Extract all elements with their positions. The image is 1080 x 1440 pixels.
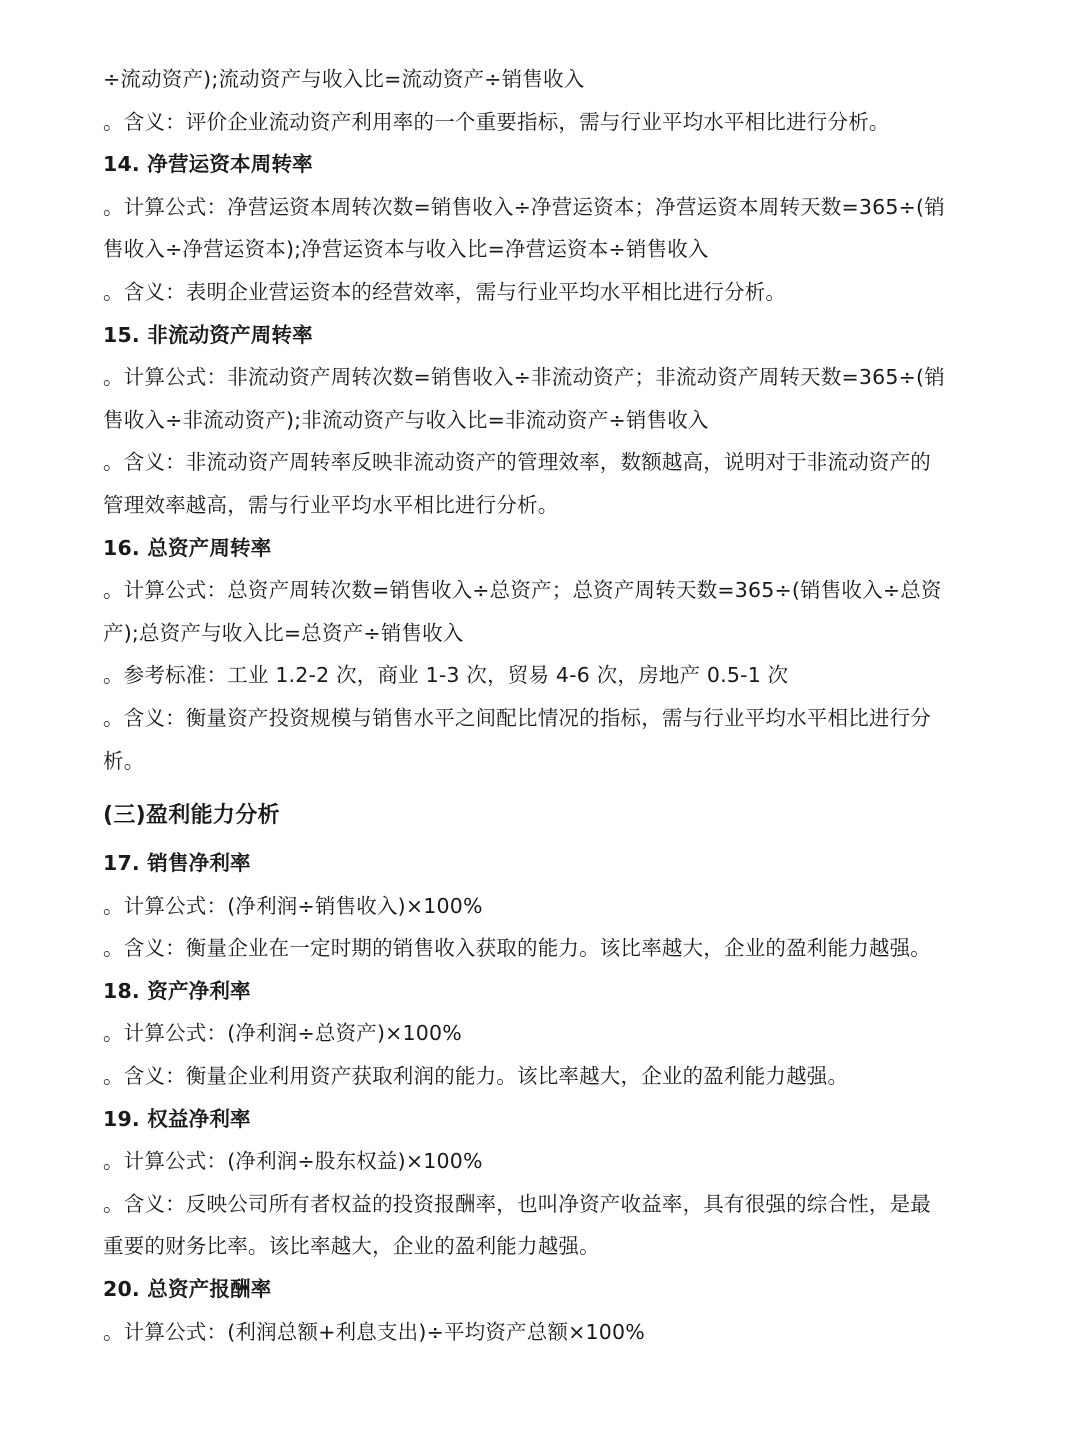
item-heading: 20. 总资产报酬率 (103, 1277, 272, 1302)
text-line: 。含义：衡量资产投资规模与销售水平之间配比情况的指标，需与行业平均水平相比进行分 (103, 705, 931, 730)
text-line: 管理效率越高，需与行业平均水平相比进行分析。 (103, 492, 559, 517)
item-heading: 16. 总资产周转率 (103, 535, 272, 560)
text-line: 。含义：非流动资产周转率反映非流动资产的管理效率，数额越高，说明对于非流动资产的 (103, 450, 931, 475)
text-line: 。含义：评价企业流动资产利用率的一个重要指标，需与行业平均水平相比进行分析。 (103, 109, 890, 134)
text-line: 产);总资产与收入比=总资产÷销售收入 (103, 620, 464, 645)
text-line: 。计算公式：(净利润÷总资产)×100% (103, 1021, 462, 1046)
text-line: 。计算公式：(利润总额+利息支出)÷平均资产总额×100% (103, 1319, 645, 1344)
part2 (103, 842, 983, 1353)
document-body (103, 58, 983, 1353)
item-heading: 18. 资产净利率 (103, 978, 251, 1003)
text-line: 。计算公式：(净利润÷销售收入)×100% (103, 893, 483, 918)
text-line: 售收入÷净营运资本);净营运资本与收入比=净营运资本÷销售收入 (103, 237, 709, 262)
text-line: ÷流动资产);流动资产与收入比=流动资产÷销售收入 (103, 67, 585, 91)
part1 (103, 58, 983, 782)
section-title: (三)盈利能力分析 (103, 803, 280, 829)
text-line: 。含义：衡量企业利用资产获取利润的能力。该比率越大，企业的盈利能力越强。 (103, 1064, 849, 1089)
text-line: 。计算公式：(净利润÷股东权益)×100% (103, 1149, 483, 1174)
text-line: 。含义：表明企业营运资本的经营效率，需与行业平均水平相比进行分析。 (103, 279, 787, 304)
text-line: 。含义：反映公司所有者权益的投资报酬率，也叫净资产收益率，具有很强的综合性，是最 (103, 1191, 931, 1216)
text-line: 。参考标准：工业 1.2-2 次，商业 1-3 次，贸易 4-6 次，房地产 0.5-1 次 (103, 663, 789, 688)
text-line: 。计算公式：净营运资本周转次数=销售收入÷净营运资本；净营运资本周转天数=365÷(销 (103, 194, 945, 219)
item-heading: 19. 权益净利率 (103, 1106, 251, 1131)
text-line: 售收入÷非流动资产);非流动资产与收入比=非流动资产÷销售收入 (103, 407, 709, 432)
item-heading: 14. 净营运资本周转率 (103, 152, 313, 177)
text-line: 。计算公式：非流动资产周转次数=销售收入÷非流动资产；非流动资产周转天数=365÷(销 (103, 365, 945, 390)
text-line: 。计算公式：总资产周转次数=销售收入÷总资产；总资产周转天数=365÷(销售收入÷总资 (103, 578, 942, 603)
text-line: 重要的财务比率。该比率越大，企业的盈利能力越强。 (103, 1234, 600, 1259)
text-line: 析。 (103, 748, 145, 773)
item-heading: 15. 非流动资产周转率 (103, 322, 313, 347)
item-heading: 17. 销售净利率 (103, 851, 251, 876)
text-line: 。含义：衡量企业在一定时期的销售收入获取的能力。该比率越大，企业的盈利能力越强。 (103, 936, 931, 961)
